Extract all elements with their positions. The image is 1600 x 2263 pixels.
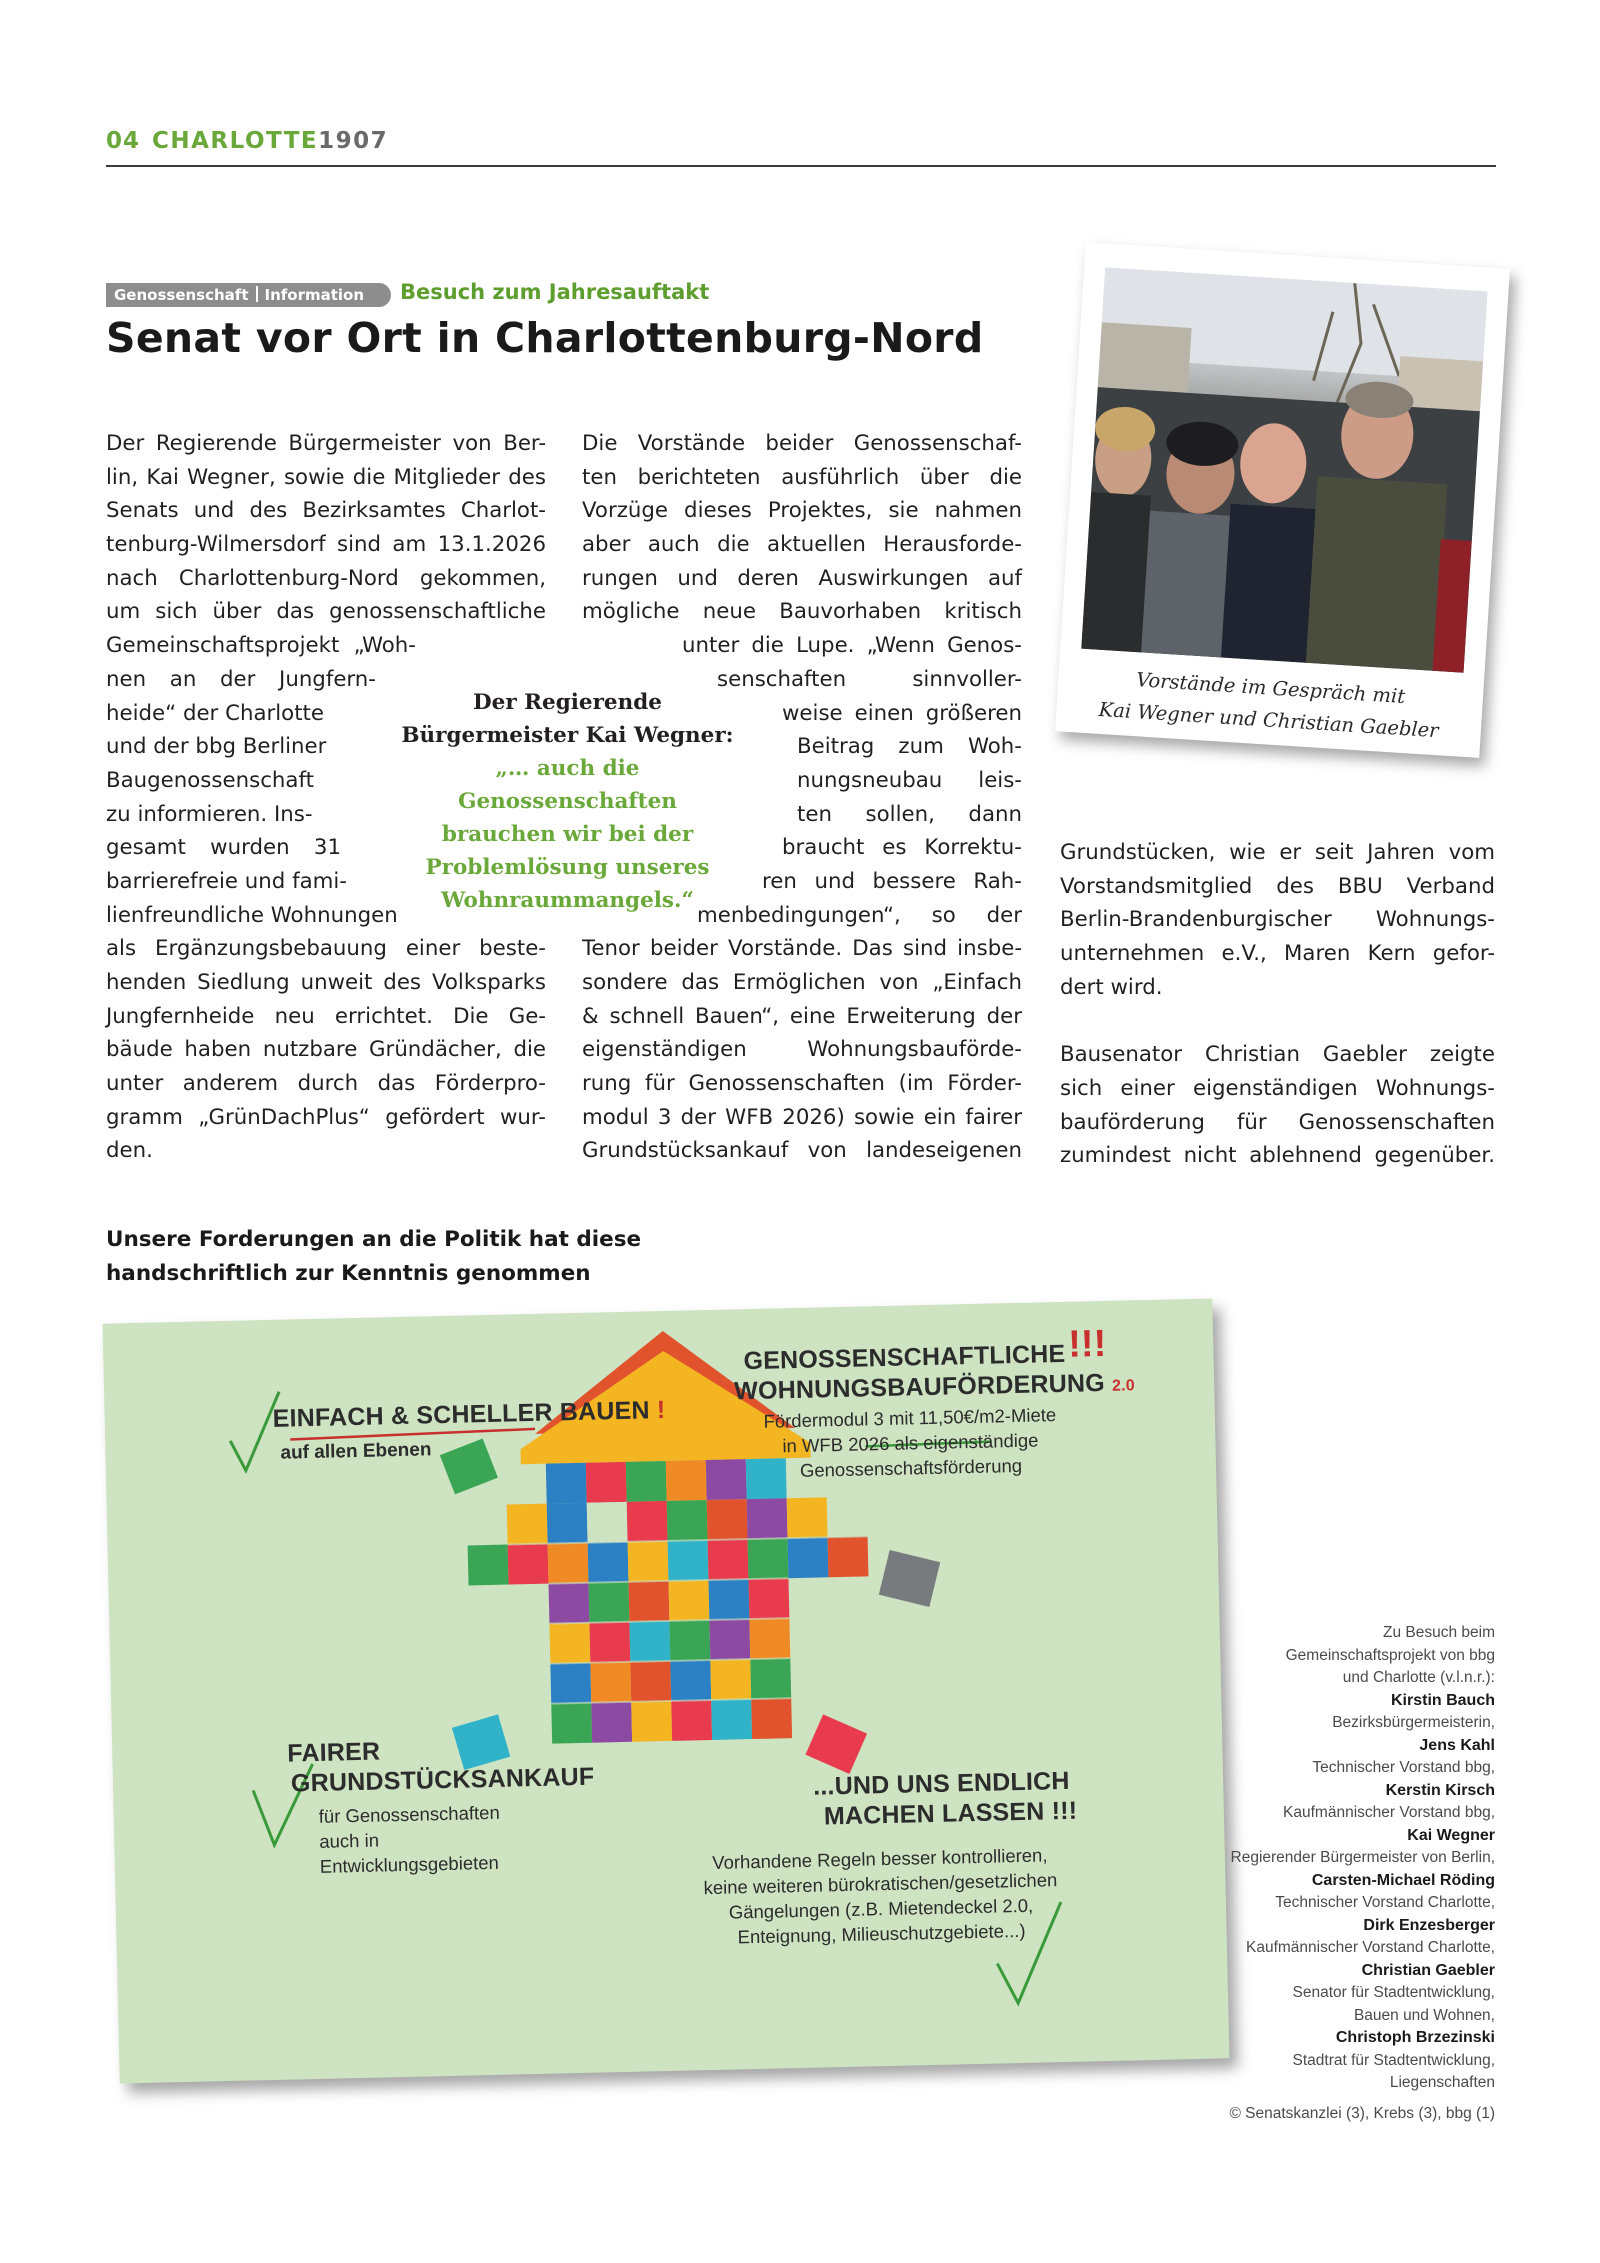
text-line: sich einer eigenständigen Wohnungs-: [1060, 1075, 1495, 1101]
person-role: Kaufmännischer Vorstand Charlotte,: [1246, 1939, 1495, 1956]
loose-piece-red: [805, 1714, 867, 1774]
text-line: braucht es Korrektu-: [782, 835, 1022, 861]
person-role: Kaufmännischer Vorstand bbg,: [1283, 1804, 1495, 1821]
article-column-3: [1060, 836, 1495, 1173]
category-separator: [256, 286, 258, 302]
text-line: zumindest nicht ablehnend gegenüber.: [1060, 1143, 1495, 1169]
caption-line: Gemeinschaftsprojekt von bbg: [1285, 1646, 1495, 1664]
demand-2-line: Genossenschaftsförderung: [799, 1454, 1023, 1481]
person-name: Christian Gaebler: [1361, 1961, 1495, 1979]
text-line: lin, Kai Wegner, sowie die Mitglieder des: [106, 464, 546, 490]
text-line: lienfreundliche Wohnungen: [106, 902, 398, 928]
demand-2-title-2-text: WOHNUNGSBAUFÖRDERUNG: [733, 1368, 1106, 1406]
demand-2-body: [750, 1402, 1072, 1484]
text-line: Grundstücksankauf von landeseigenen: [582, 1138, 1022, 1164]
demand-4-body: [700, 1842, 1062, 1950]
text-line: Berlin-Brandenburgischer Wohnungs-: [1060, 907, 1495, 933]
demand-2-line: in WFB 2026 als eigenständige: [782, 1429, 1039, 1457]
text-line: und der bbg Berliner: [106, 734, 327, 760]
text-line: unternehmen e.V., Maren Kern gefor-: [1060, 941, 1495, 967]
demand-3-line: für Genossenschaften: [318, 1801, 500, 1827]
photo-caption-line: Vorstände im Gespräch mit: [1135, 668, 1406, 709]
photo-caption-line: Kai Wegner und Christian Gaebler: [1098, 697, 1440, 743]
text-line: barrierefreie und fami-: [106, 868, 347, 894]
section-heading-line: handschriftlich zur Kenntnis genommen: [106, 1261, 591, 1286]
category-bar: [106, 283, 391, 307]
demand-2-mark: !!!: [1067, 1322, 1107, 1366]
loose-piece-green: [440, 1438, 498, 1494]
person-role: Technischer Vorstand bbg,: [1312, 1759, 1495, 1776]
text-line: heide“ der Charlotte: [106, 700, 325, 726]
demand-4-title-2: MACHEN LASSEN !!!: [823, 1796, 1078, 1831]
text-line: den.: [106, 1138, 153, 1164]
demands-poster: [103, 1299, 1230, 2084]
pull-quote-line: brauchen wir bei der: [441, 822, 694, 847]
person-role: Bauen und Wohnen,: [1353, 2006, 1495, 2024]
text-line: nach Charlottenburg-Nord gekommen,: [106, 565, 546, 591]
category-right: Information: [264, 286, 365, 304]
demand-4-title-1: ...UND UNS ENDLICH: [812, 1766, 1070, 1801]
demand-1-sub: auf allen Ebenen: [280, 1439, 432, 1464]
text-line: als Ergänzungsbebauung einer beste-: [106, 936, 546, 962]
demand-3-title-2: GRUNDSTÜCKSANKAUF: [290, 1762, 595, 1798]
text-line: rungen und deren Auswirkungen auf: [582, 565, 1022, 591]
text-line: Vorzüge dieses Projektes, sie nahmen: [582, 498, 1022, 524]
caption-line: Zu Besuch beim: [1383, 1624, 1495, 1641]
demand-4-line: Vorhandene Regeln besser kontrollieren,: [712, 1844, 1048, 1873]
demand-2-handnote: 2.0: [1111, 1377, 1136, 1395]
loose-piece-blue: [452, 1714, 510, 1770]
text-line: Grundstücken, wie er seit Jahren vom: [1060, 840, 1495, 865]
person-name: Christoph Brzezinski: [1335, 2029, 1495, 2046]
text-line: gesamt wurden 31: [106, 835, 341, 861]
text-line: zu informieren. Ins-: [106, 801, 313, 827]
photo-caption: [1056, 659, 1484, 750]
page-number: 04: [106, 128, 141, 154]
text-line: Baugenossenschaft: [106, 767, 314, 793]
demand-3-title-1: FAIRER: [287, 1737, 381, 1768]
text-line: bauförderung für Genossenschaften: [1060, 1109, 1495, 1135]
demand-2-line: Fördermodul 3 mit 11,50€/m2-Miete: [763, 1404, 1057, 1432]
person-role: Bezirksbürgermeisterin,: [1332, 1714, 1495, 1731]
article-title: Senat vor Ort in Charlottenburg-Nord: [106, 314, 984, 362]
pull-quote-line: Problemlösung unseres: [425, 855, 710, 880]
text-line: sondere das Ermöglichen von „Einfach: [582, 970, 1022, 995]
text-line: unter anderem durch das Förderpro-: [106, 1071, 546, 1097]
person-name: Kirstin Bauch: [1390, 1691, 1495, 1709]
article-kicker: Besuch zum Jahresauftakt: [400, 280, 710, 304]
demand-1-title-text: EINFACH & SCHELLER BAUEN: [272, 1396, 650, 1433]
caption-line: und Charlotte (v.l.n.r.):: [1342, 1669, 1495, 1686]
text-line: ten berichteten ausführlich über die: [582, 464, 1022, 490]
text-line: menbedingungen“, so der: [697, 902, 1022, 928]
text-line: um sich über das genossenschaftliche: [106, 599, 546, 625]
pull-quote-line: „… auch die Genossenschaften: [458, 756, 677, 814]
text-line: nen an der Jungfern-: [106, 666, 376, 692]
text-line: Bausenator Christian Gaebler zeigte: [1060, 1042, 1495, 1068]
pull-quote: [395, 686, 740, 917]
text-line: & schnell Bauen“, eine Erweiterung der: [582, 1003, 1022, 1029]
text-line: nungsneubau leis-: [797, 767, 1022, 793]
person-role: Stadtrat für Stadtentwicklung,: [1292, 2051, 1495, 2069]
text-line: Jungfernheide neu errichtet. Die Ge-: [106, 1003, 546, 1029]
section-heading: [106, 1223, 641, 1291]
demand-2-title-1: GENOSSENSCHAFTLICHE: [743, 1339, 1066, 1376]
category-left: Genossenschaft: [114, 286, 249, 304]
image-credit: © Senatskanzlei (3), Krebs (3), bbg (1): [1229, 2105, 1495, 2122]
text-line: Senats und des Bezirksamtes Charlot-: [106, 498, 546, 524]
person-role: Liegenschaften: [1389, 2074, 1495, 2091]
polaroid-photo: [1055, 242, 1510, 758]
photo-credits-caption: [1175, 1622, 1495, 2095]
photo-politicians: [1081, 267, 1487, 672]
text-line: senschaften sinnvoller-: [717, 666, 1022, 692]
demand-4-line: Gängelungen (z.B. Mietendeckel 2.0,: [728, 1894, 1034, 1923]
text-line: rung für Genossenschaften (im Förder-: [582, 1071, 1022, 1097]
person-role: Technischer Vorstand Charlotte,: [1275, 1894, 1495, 1911]
text-line: Beitrag zum Woh-: [797, 734, 1022, 760]
text-line: weise einen größeren: [782, 700, 1022, 726]
text-line: Die Vorstände beider Genossenschaf-: [582, 431, 1022, 456]
text-line: aber auch die aktuellen Herausforde-: [582, 532, 1022, 558]
demand-3-line: Entwicklungsgebieten: [319, 1851, 500, 1877]
text-line: Vorstandsmitglied des BBU Verband: [1060, 873, 1495, 899]
pull-quote-line: Wohnraummangels.“: [441, 888, 694, 913]
text-line: Tenor beider Vorstände. Das sind insbe-: [582, 936, 1022, 962]
text-line: mögliche neue Bauvorhaben kritisch: [582, 599, 1022, 625]
text-line: Gemeinschaftsprojekt „Woh-: [106, 633, 416, 659]
demand-1-mark: !: [656, 1395, 666, 1425]
person-role: Senator für Stadtentwicklung,: [1292, 1984, 1495, 2001]
text-line: dert wird.: [1060, 974, 1163, 1000]
demand-4-line: Enteignung, Milieuschutzgebiete...): [737, 1919, 1026, 1948]
pull-quote-line: Bürgermeister Kai Wegner:: [401, 723, 734, 748]
person-name: Kerstin Kirsch: [1385, 1781, 1495, 1799]
text-line: bäude haben nutzbare Gründächer, die: [106, 1037, 546, 1063]
demand-3-body: [318, 1800, 501, 1879]
demand-3-line: auch in: [319, 1829, 380, 1852]
text-line: modul 3 der WFB 2026) sowie ein fairer: [582, 1104, 1022, 1130]
text-line: gramm „GrünDachPlus“ gefördert wur-: [106, 1104, 546, 1130]
text-line: eigenständigen Wohnungsbauförde-: [582, 1037, 1022, 1063]
demand-4-line: keine weiteren bürokratischen/gesetzlichen: [703, 1869, 1058, 1899]
text-line: Der Regierende Bürgermeister von Ber-: [106, 431, 546, 456]
person-name: Dirk Enzesberger: [1363, 1916, 1495, 1934]
text-line: unter die Lupe. „Wenn Genos-: [682, 633, 1022, 659]
person-name: Jens Kahl: [1419, 1736, 1495, 1754]
pull-quote-line: Der Regierende: [473, 690, 662, 715]
photo-illustration: [1081, 267, 1487, 672]
text-line: ten sollen, dann: [797, 801, 1022, 827]
text-line: tenburg-Wilmersdorf sind am 13.1.2026: [106, 532, 546, 558]
header-divider: [106, 165, 1496, 167]
magazine-name-part1: CHARLOTTE: [152, 128, 319, 154]
text-line: ren und bessere Rah-: [762, 868, 1022, 894]
magazine-name: [152, 128, 388, 154]
loose-piece-gray: [879, 1550, 940, 1607]
person-name: Kai Wegner: [1407, 1826, 1495, 1844]
section-heading-line: Unsere Forderungen an die Politik hat diese: [106, 1227, 642, 1252]
text-line: henden Siedlung unweit des Volksparks: [106, 970, 546, 995]
person-name: Carsten-Michael Röding: [1311, 1871, 1495, 1889]
person-role: Regierender Bürgermeister von Berlin,: [1230, 1849, 1495, 1866]
magazine-name-part2: 1907: [318, 128, 389, 154]
paragraph-gap: [1060, 1004, 1495, 1038]
